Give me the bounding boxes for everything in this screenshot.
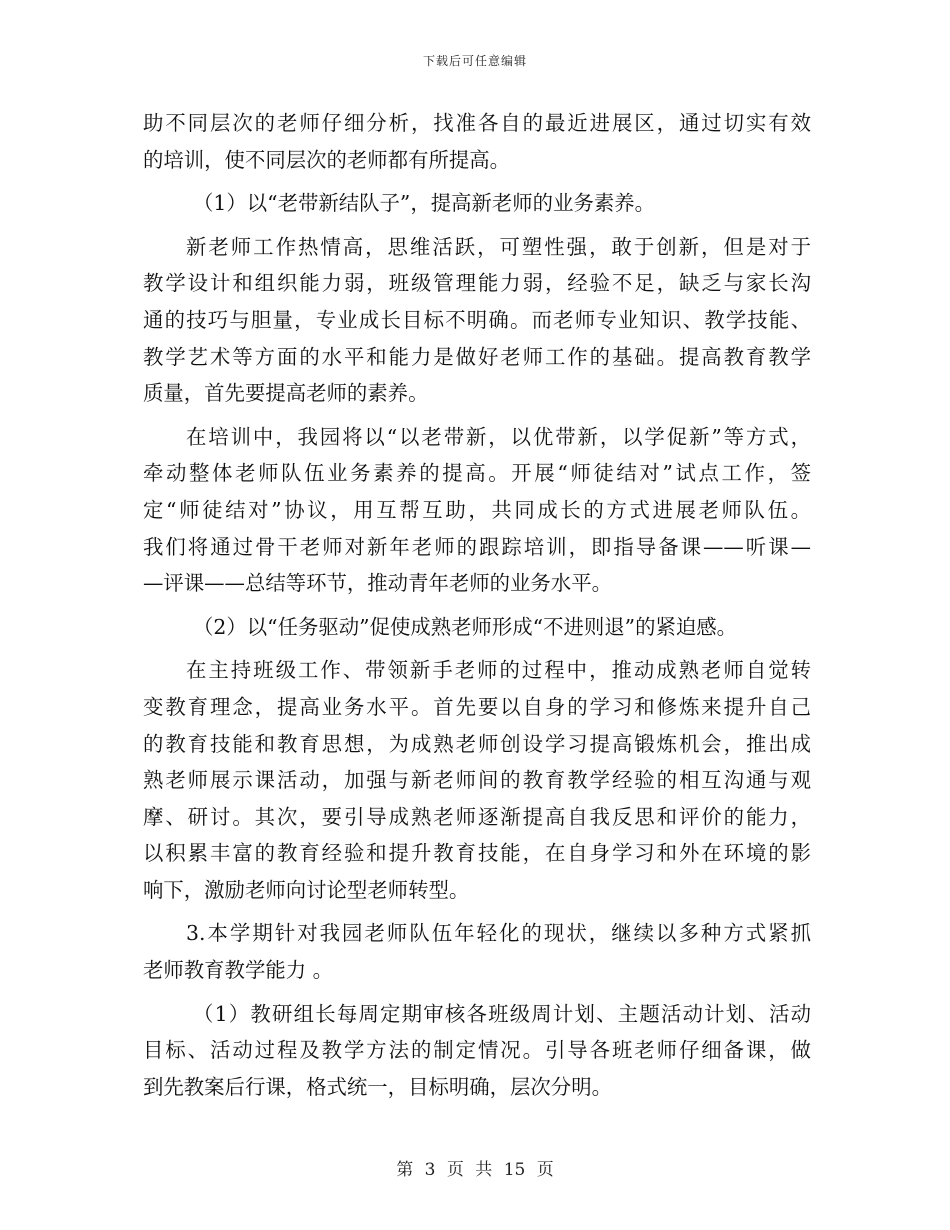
page-header: 下载后可任意编辑 <box>422 54 527 68</box>
text-line: （1）以“老带新结队子”，提高新老师的业务素养。 <box>193 191 656 216</box>
text-line: 到先教案后行课，格式统一，目标明确，层次分明。 <box>143 1074 612 1099</box>
text-line: 响下，激励老师向讨论型老师转型。 <box>143 877 470 902</box>
text-line: 在主持班级工作、带领新手老师的过程中，推动成熟老师自觉转 <box>186 658 811 683</box>
text-line: 以积累丰富的教育经验和提升教育技能，在自身学习和外在环境的影 <box>143 841 811 866</box>
text-line: 熟老师展示课活动，加强与新老师间的教育教学经验的相互沟通与观 <box>143 768 811 793</box>
text-line: 在培训中，我园将以“以老带新，以优带新，以学促新”等方式， <box>186 424 811 449</box>
page-number: 第 3 页 共 15 页 <box>396 1160 554 1180</box>
text-line: 教学艺术等方面的水平和能力是做好老师工作的基础。提高教育教学 <box>143 344 811 369</box>
text-line: 目标、活动过程及教学方法的制定情况。引导各班老师仔细备课，做 <box>143 1038 811 1063</box>
text-line: 助不同层次的老师仔细分析，找准各自的最近进展区，通过切实有效 <box>143 111 811 135</box>
text-line: 通的技巧与胆量，专业成长目标不明确。而老师专业知识、教学技能、 <box>143 307 811 332</box>
text-line: （1）教研组长每周定期审核各班级周计划、主题活动计划、活动 <box>193 1001 811 1026</box>
text-line: 牵动整体老师队伍业务素养的提高。开展“师徒结对”试点工作，签 <box>143 461 811 486</box>
text-line: （2）以“任务驱动”促使成熟老师形成“不进则退”的紧迫感。 <box>193 614 738 639</box>
text-line: 变教育理念，提高业务水平。首先要以自身的学习和修炼来提升自己 <box>143 694 811 719</box>
text-line: 老师教育教学能力 。 <box>143 958 333 983</box>
text-line: 质量，首先要提高老师的素养。 <box>143 381 429 406</box>
text-line: 定“师徒结对”协议，用互帮互助，共同成长的方式进展老师队伍。 <box>143 497 811 522</box>
text-line: 的教育技能和教育思想，为成熟老师创设学习提高锻炼机会，推出成 <box>143 731 811 756</box>
text-line: 的培训，使不同层次的老师都有所提高。 <box>143 147 511 172</box>
text-line: 3.本学期针对我园老师队伍年轻化的现状，继续以多种方式紧抓 <box>186 921 811 946</box>
text-line: —评课——总结等环节，推动青年老师的业务水平。 <box>143 571 612 596</box>
text-line: 新老师工作热情高，思维活跃，可塑性强，敢于创新，但是对于 <box>186 234 811 259</box>
text-line: 我们将通过骨干老师对新年老师的跟踪培训，即指导备课——听课— <box>143 534 811 559</box>
document-body <box>143 105 811 1105</box>
text-line: 教学设计和组织能力弱，班级管理能力弱，经验不足，缺乏与家长沟 <box>143 271 811 296</box>
text-line: 摩、研讨。其次，要引导成熟老师逐渐提高自我反思和评价的能力， <box>143 804 811 829</box>
